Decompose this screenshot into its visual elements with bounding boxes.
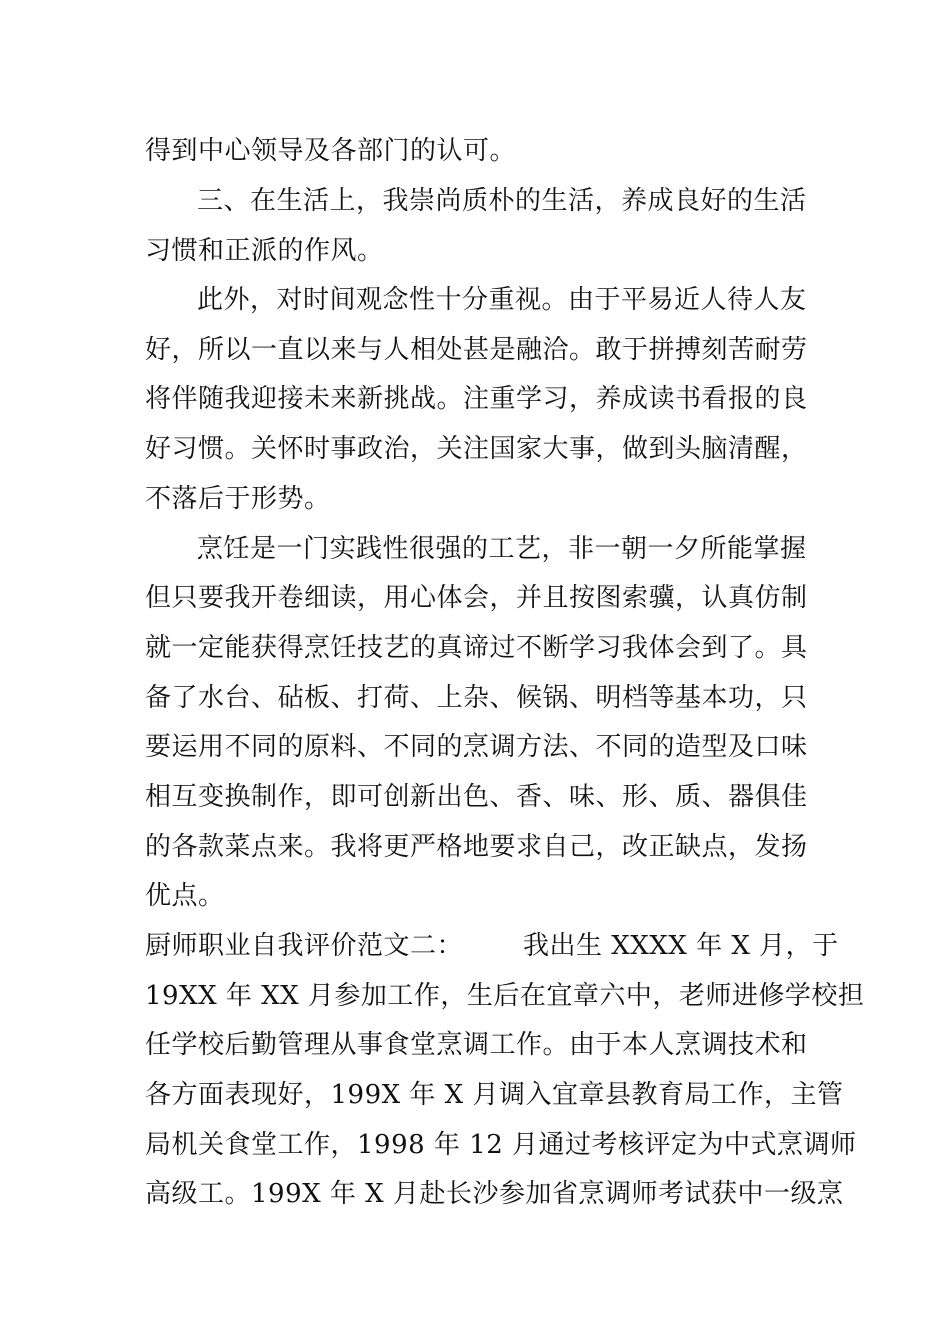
section-heading-line: [145, 931, 839, 961]
text-line: 此外，对时间观念性十分重视。由于平易近人待人友: [197, 285, 807, 315]
text-line: 要运用不同的原料、不同的烹调方法、不同的造型及口味: [145, 732, 808, 762]
text-line: 备了水台、砧板、打荷、上杂、候锅、明档等基本功，只: [145, 683, 808, 713]
text-line: 就一定能获得烹饪技艺的真谛过不断学习我体会到了。具: [145, 633, 808, 663]
text-line: 各方面表现好，199X 年 X 月调入宜章县教育局工作，主管: [145, 1080, 844, 1110]
text-line: 但只要我开卷细读，用心体会，并且按图索骥，认真仿制: [145, 583, 808, 613]
text-line: 的各款菜点来。我将更严格地要求自己，改正缺点，发扬: [145, 832, 808, 862]
text-line: 好，所以一直以来与人相处甚是融洽。敢于拼搏刻苦耐劳: [145, 335, 808, 365]
text-line: 将伴随我迎接未来新挑战。注重学习，养成读书看报的良: [145, 384, 808, 414]
text-line: 三、在生活上，我崇尚质朴的生活，养成良好的生活: [197, 186, 807, 216]
text-line: 好习惯。关怀时事政治，关注国家大事，做到头脑清醒，: [145, 434, 808, 464]
text-line: 局机关食堂工作，1998 年 12 月通过考核评定为中式烹调师: [145, 1130, 857, 1160]
text-line: 习惯和正派的作风。: [145, 236, 384, 266]
text-line: 19XX 年 XX 月参加工作，生后在宜章六中，老师进修学校担: [145, 981, 865, 1011]
text-line: 优点。: [145, 881, 225, 911]
section-heading: 厨师职业自我评价范文二：: [145, 931, 464, 961]
text-line: 烹饪是一门实践性很强的工艺，非一朝一夕所能掌握: [197, 534, 807, 564]
heading-trailing-text: 我出生 XXXX 年 X 月，于: [523, 931, 839, 961]
text-line: 不落后于形势。: [145, 484, 331, 514]
text-line: 任学校后勤管理从事食堂烹调工作。由于本人烹调技术和: [145, 1030, 808, 1060]
text-line: 高级工。199X 年 X 月赴长沙参加省烹调师考试获中一级烹: [145, 1179, 844, 1209]
text-line: 相互变换制作，即可创新出色、香、味、形、质、器俱佳: [145, 782, 808, 812]
text-line: 得到中心领导及各部门的认可。: [145, 136, 517, 166]
